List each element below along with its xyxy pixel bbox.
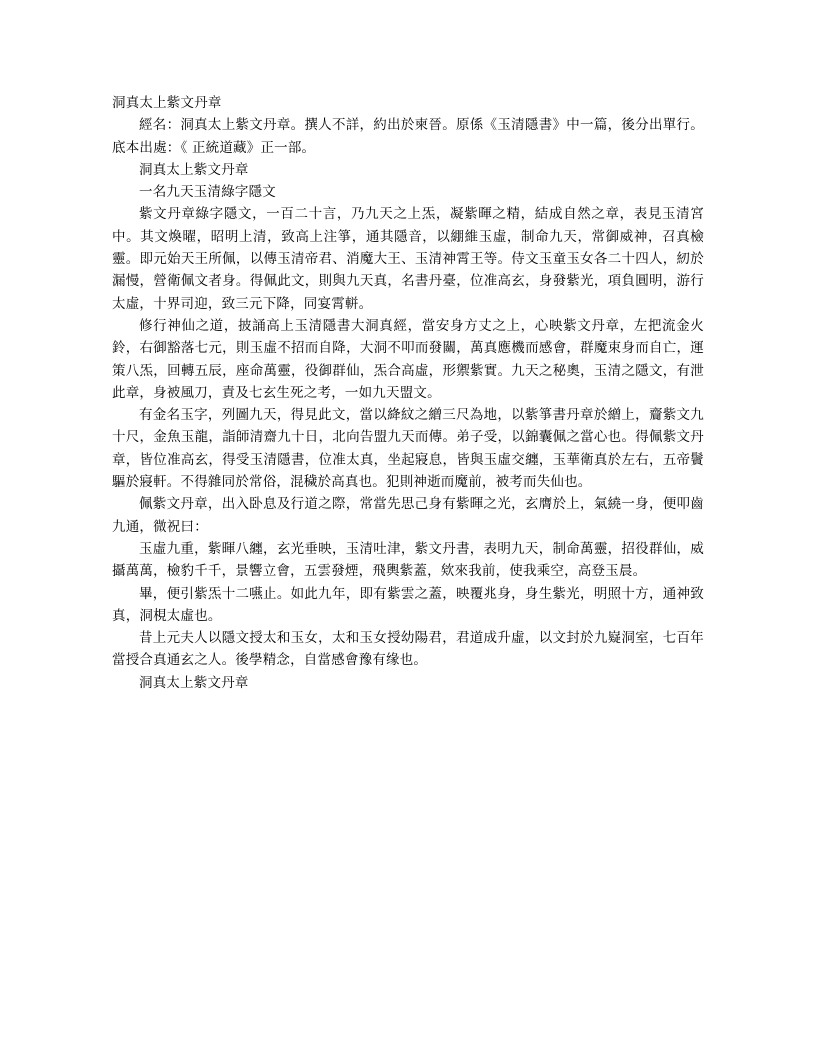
paragraph-body-1: 紫文丹章綠字隱文，一百二十言，乃九天之上炁，凝紫暉之精，結成自然之章，表見玉清宮中。其文煥曜，昭明上清，致高上注箏，通其隱音，以綳維玉虛，制命九天，常御威神，召真檢靈。即元始天王所佩，以傳玉清帝君、消魔大王、玉清神霄王等。侍文玉童玉女各二十四人，紉於漏慢，營衛佩文者身。得佩此文，則與九天真，名書丹臺，位准高玄，身發紫光，項負圓明，游行太虛，十界司迎，致三元下降，同宴霄軿。: [112, 206, 704, 312]
paragraph-body-4: 佩紫文丹章，出入卧息及行道之際，常當先思己身有紫暉之光，玄膺於上，氣繞一身，便叩齒九通，微祝曰：: [112, 496, 704, 535]
paragraph-heading-1: 洞真太上紫文丹章: [139, 161, 249, 178]
paragraph-body-7: 昔上元夫人以隱文授太和玉女，太和玉女授幼陽君，君道成升虛，以文封於九嶷洞室，七百年當授合真通玄之人。後學精念，自當感會豫有缘也。: [112, 630, 704, 669]
paragraph-heading-2: 一名九天玉清綠字隱文: [139, 184, 276, 201]
paragraph-body-3: 有金名玉字，列圖九天，得見此文，當以絳紋之繒三尺為地，以紫箏書丹章於繒上，齎紫文九十尺，金魚玉龍，詣師清齋九十日，北向告盟九天而傳。弟子受，以錦囊佩之當心也。得佩紫文丹章，皆位准高玄，得受玉清隱書，位准太真，坐起寢息，皆與玉虛交纏，玉華衛真於左右，五帝鬢驅於寢軒。不得雜同於常俗，混穢於高真也。犯則神逝而魔前，被考而失仙也。: [112, 407, 704, 491]
paragraph-title-line: 洞真太上紫文丹章: [112, 95, 222, 111]
paragraph-end-title: 洞真太上紫文丹章: [139, 674, 249, 691]
document-body: [112, 92, 704, 694]
paragraph-preface: 經名：洞真太上紫文丹章。撰人不詳，約出於柬晉。原係《玉清隱書》中一篇，後分出單行。底本出處：《 正統道藏》正一部。: [112, 117, 704, 156]
paragraph-body-2: 修行神仙之道，披誦高上玉清隱書大洞真經，當安身方丈之上，心映紫文丹章，左把流金火鈴，右御豁落七元，則玉虛不招而自降，大洞不叩而發關，萬真應機而感會，群魔束身而自亡，運策八炁，回轉五辰，座命萬靈，役御群仙，炁合高虛，形禦紫實。九天之秘奧，玉清之隱文，有泄此章，身被風刀，責及七玄生死之考，一如九天盟文。: [112, 317, 704, 401]
paragraph-body-6: 畢，便引紫炁十二嚥止。如此九年，即有紫雲之蓋，映覆兆身，身生紫光，明照十方，通神致真，洞梘太虛也。: [112, 585, 704, 624]
paragraph-body-5: 玉虛九重，紫暉八纏，玄光垂映，玉清吐津，紫文丹書，表明九天，制命萬靈，招役群仙，威攝萬萬，檢豹千千，景響立會，五雲發煙，飛輿紫蓋，欸來我前，使我乘空，高登玉晨。: [112, 540, 704, 580]
